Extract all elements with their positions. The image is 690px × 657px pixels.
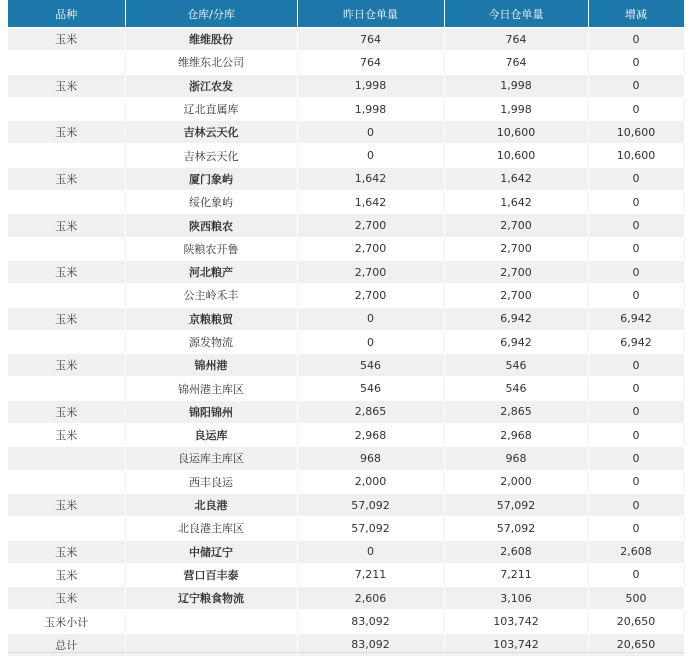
table-bottom-border	[8, 652, 684, 653]
table-row	[8, 493, 684, 516]
cell-today-receipts: 1,642	[444, 191, 588, 214]
header-warehouse: 仓库/分库	[125, 0, 297, 28]
header-today-receipts: 今日仓单量	[444, 0, 588, 28]
cell-yesterday-receipts: 57,092	[297, 493, 444, 516]
cell-today-receipts: 546	[444, 354, 588, 377]
cell-warehouse: 北良港	[125, 493, 297, 516]
cell-variety	[8, 97, 125, 120]
cell-yesterday-receipts: 0	[297, 121, 444, 144]
cell-warehouse: 锦州港主库区	[125, 377, 297, 400]
cell-today-receipts: 2,700	[444, 284, 588, 307]
table-row	[8, 121, 684, 144]
table-header	[8, 0, 684, 28]
cell-yesterday-receipts: 83,092	[297, 633, 444, 656]
table-row	[8, 447, 684, 470]
cell-yesterday-receipts: 1,642	[297, 191, 444, 214]
cell-yesterday-receipts: 2,700	[297, 237, 444, 260]
cell-change: 500	[588, 587, 684, 610]
table-row	[8, 354, 684, 377]
cell-variety: 玉米	[8, 493, 125, 516]
cell-yesterday-receipts: 1,998	[297, 97, 444, 120]
cell-change: 0	[588, 97, 684, 120]
cell-change: 6,942	[588, 307, 684, 330]
table-row	[8, 517, 684, 540]
cell-today-receipts: 2,700	[444, 260, 588, 283]
cell-variety: 玉米	[8, 424, 125, 447]
table-row	[8, 610, 684, 633]
table-row	[8, 330, 684, 353]
cell-variety: 玉米	[8, 74, 125, 97]
header-yesterday-receipts: 昨日仓单量	[297, 0, 444, 28]
cell-today-receipts: 3,106	[444, 587, 588, 610]
cell-warehouse: 厦门象屿	[125, 167, 297, 190]
cell-variety	[8, 447, 125, 470]
cell-warehouse: 良运库主库区	[125, 447, 297, 470]
table-row	[8, 563, 684, 586]
cell-change: 0	[588, 424, 684, 447]
cell-today-receipts: 764	[444, 28, 588, 51]
cell-warehouse: 吉林云天化	[125, 121, 297, 144]
cell-yesterday-receipts: 0	[297, 540, 444, 563]
cell-today-receipts: 10,600	[444, 144, 588, 167]
cell-warehouse: 陕粮农开鲁	[125, 237, 297, 260]
header-variety: 品种	[8, 0, 125, 28]
cell-warehouse: 辽北直属库	[125, 97, 297, 120]
cell-change: 0	[588, 377, 684, 400]
cell-yesterday-receipts: 2,700	[297, 214, 444, 237]
cell-change: 0	[588, 167, 684, 190]
cell-change: 0	[588, 28, 684, 51]
table-row	[8, 51, 684, 74]
cell-today-receipts: 1,998	[444, 74, 588, 97]
cell-yesterday-receipts: 2,700	[297, 260, 444, 283]
header-row	[8, 0, 684, 28]
cell-change: 10,600	[588, 144, 684, 167]
cell-variety: 总计	[8, 633, 125, 656]
header-change: 增减	[588, 0, 684, 28]
cell-warehouse: 维维股份	[125, 28, 297, 51]
cell-warehouse: 源发物流	[125, 330, 297, 353]
cell-change: 10,600	[588, 121, 684, 144]
cell-today-receipts: 968	[444, 447, 588, 470]
cell-today-receipts: 57,092	[444, 517, 588, 540]
cell-variety: 玉米	[8, 307, 125, 330]
cell-variety: 玉米	[8, 167, 125, 190]
table-row	[8, 28, 684, 51]
cell-today-receipts: 7,211	[444, 563, 588, 586]
cell-warehouse: 锦州港	[125, 354, 297, 377]
cell-change: 0	[588, 447, 684, 470]
table-row	[8, 284, 684, 307]
cell-today-receipts: 6,942	[444, 307, 588, 330]
cell-today-receipts: 6,942	[444, 330, 588, 353]
cell-warehouse: 公主岭禾丰	[125, 284, 297, 307]
table-row	[8, 74, 684, 97]
cell-warehouse: 良运库	[125, 424, 297, 447]
table-row	[8, 587, 684, 610]
cell-change: 0	[588, 470, 684, 493]
cell-variety	[8, 330, 125, 353]
cell-variety	[8, 470, 125, 493]
cell-warehouse: 锦阳锦州	[125, 400, 297, 423]
cell-yesterday-receipts: 2,606	[297, 587, 444, 610]
table-row	[8, 307, 684, 330]
cell-warehouse: 陕西粮农	[125, 214, 297, 237]
cell-warehouse: 吉林云天化	[125, 144, 297, 167]
table-row	[8, 424, 684, 447]
table-row	[8, 144, 684, 167]
cell-today-receipts: 2,000	[444, 470, 588, 493]
cell-variety	[8, 144, 125, 167]
table-row	[8, 167, 684, 190]
cell-variety: 玉米	[8, 214, 125, 237]
cell-change: 0	[588, 284, 684, 307]
table-row	[8, 214, 684, 237]
cell-change: 0	[588, 191, 684, 214]
cell-change: 0	[588, 74, 684, 97]
table-body	[8, 28, 684, 657]
cell-yesterday-receipts: 2,865	[297, 400, 444, 423]
cell-warehouse: 西丰良运	[125, 470, 297, 493]
cell-yesterday-receipts: 2,700	[297, 284, 444, 307]
cell-change: 2,608	[588, 540, 684, 563]
cell-change: 0	[588, 517, 684, 540]
cell-variety: 玉米	[8, 563, 125, 586]
cell-change: 20,650	[588, 610, 684, 633]
cell-variety: 玉米	[8, 121, 125, 144]
table-row	[8, 237, 684, 260]
cell-variety: 玉米	[8, 400, 125, 423]
cell-yesterday-receipts: 7,211	[297, 563, 444, 586]
table-row	[8, 260, 684, 283]
table-row	[8, 540, 684, 563]
cell-today-receipts: 546	[444, 377, 588, 400]
cell-warehouse: 京粮粮贸	[125, 307, 297, 330]
cell-warehouse: 浙江农发	[125, 74, 297, 97]
table-row	[8, 377, 684, 400]
cell-today-receipts: 103,742	[444, 633, 588, 656]
table-row	[8, 470, 684, 493]
cell-variety	[8, 51, 125, 74]
cell-change: 0	[588, 237, 684, 260]
cell-yesterday-receipts: 1,998	[297, 74, 444, 97]
table-row	[8, 633, 684, 656]
cell-variety	[8, 237, 125, 260]
cell-today-receipts: 2,700	[444, 237, 588, 260]
cell-today-receipts: 1,642	[444, 167, 588, 190]
cell-yesterday-receipts: 968	[297, 447, 444, 470]
cell-yesterday-receipts: 57,092	[297, 517, 444, 540]
cell-today-receipts: 2,968	[444, 424, 588, 447]
cell-variety	[8, 377, 125, 400]
cell-yesterday-receipts: 1,642	[297, 167, 444, 190]
cell-yesterday-receipts: 546	[297, 354, 444, 377]
cell-change: 0	[588, 400, 684, 423]
cell-yesterday-receipts: 0	[297, 144, 444, 167]
cell-yesterday-receipts: 764	[297, 51, 444, 74]
cell-variety: 玉米	[8, 260, 125, 283]
cell-change: 0	[588, 214, 684, 237]
cell-warehouse: 北良港主库区	[125, 517, 297, 540]
cell-warehouse: 绥化象屿	[125, 191, 297, 214]
cell-warehouse	[125, 610, 297, 633]
cell-variety: 玉米	[8, 28, 125, 51]
cell-change: 6,942	[588, 330, 684, 353]
cell-change: 0	[588, 51, 684, 74]
cell-today-receipts: 764	[444, 51, 588, 74]
cell-change: 0	[588, 260, 684, 283]
table-row	[8, 191, 684, 214]
cell-today-receipts: 2,608	[444, 540, 588, 563]
cell-yesterday-receipts: 83,092	[297, 610, 444, 633]
cell-yesterday-receipts: 2,968	[297, 424, 444, 447]
cell-today-receipts: 2,865	[444, 400, 588, 423]
cell-change: 0	[588, 563, 684, 586]
cell-warehouse: 维维东北公司	[125, 51, 297, 74]
cell-variety	[8, 191, 125, 214]
table-row	[8, 400, 684, 423]
cell-yesterday-receipts: 546	[297, 377, 444, 400]
cell-warehouse: 河北粮产	[125, 260, 297, 283]
cell-change: 20,650	[588, 633, 684, 656]
cell-change: 0	[588, 493, 684, 516]
cell-yesterday-receipts: 2,000	[297, 470, 444, 493]
cell-yesterday-receipts: 764	[297, 28, 444, 51]
cell-variety: 玉米	[8, 540, 125, 563]
cell-yesterday-receipts: 0	[297, 330, 444, 353]
cell-change: 0	[588, 354, 684, 377]
cell-warehouse	[125, 633, 297, 656]
cell-yesterday-receipts: 0	[297, 307, 444, 330]
cell-warehouse: 辽宁粮食物流	[125, 587, 297, 610]
cell-today-receipts: 1,998	[444, 97, 588, 120]
warehouse-receipt-table	[8, 0, 685, 657]
cell-today-receipts: 2,700	[444, 214, 588, 237]
cell-warehouse: 营口百丰泰	[125, 563, 297, 586]
cell-variety: 玉米小计	[8, 610, 125, 633]
table-row	[8, 97, 684, 120]
cell-warehouse: 中储辽宁	[125, 540, 297, 563]
cell-variety	[8, 284, 125, 307]
cell-today-receipts: 10,600	[444, 121, 588, 144]
cell-today-receipts: 103,742	[444, 610, 588, 633]
cell-variety	[8, 517, 125, 540]
cell-variety: 玉米	[8, 587, 125, 610]
cell-today-receipts: 57,092	[444, 493, 588, 516]
cell-variety: 玉米	[8, 354, 125, 377]
